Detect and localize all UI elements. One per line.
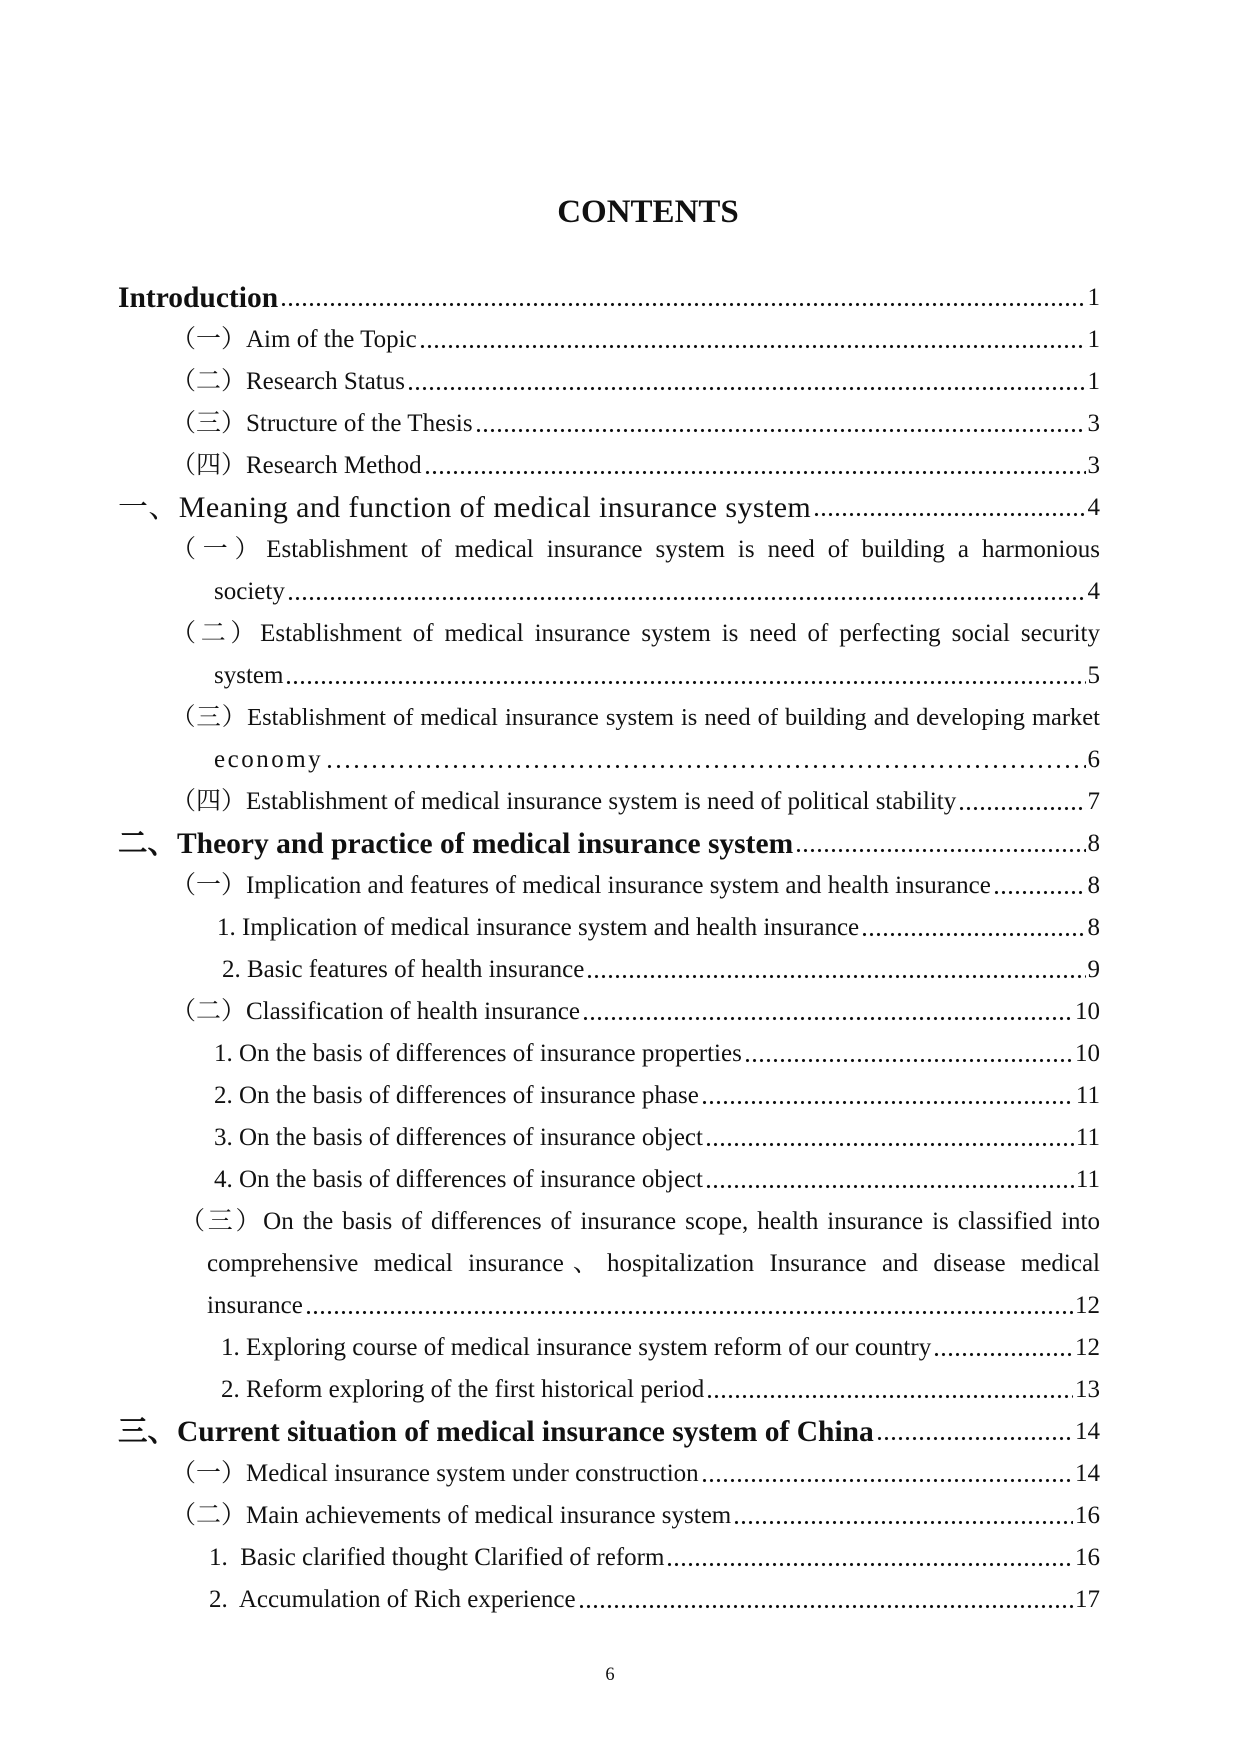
dot-leader <box>701 1075 1074 1117</box>
toc-entry-last-line <box>118 655 1100 697</box>
toc-entry-title-line: insurance <box>207 1292 303 1319</box>
dot-leader <box>582 991 1073 1033</box>
dot-leader <box>701 1453 1073 1495</box>
toc-page-number: 13 <box>1075 1376 1100 1403</box>
toc-entry-title: （三）Structure of the Thesis <box>171 410 473 437</box>
toc-page-number: 12 <box>1075 1292 1100 1319</box>
dot-leader <box>958 781 1085 823</box>
toc-entry <box>118 319 1100 361</box>
toc-entry-title: 2. On the basis of differences of insurance phase <box>214 1082 699 1109</box>
toc-entry-title: 2. Basic features of health insurance <box>222 956 585 983</box>
toc-entry-title: （二）Research Status <box>171 368 405 395</box>
dot-leader <box>305 1285 1073 1327</box>
page-number: 6 <box>605 1665 615 1685</box>
toc-entry <box>118 403 1100 445</box>
toc-page-number: 3 <box>1087 410 1100 437</box>
toc-subentry <box>118 1033 1100 1075</box>
toc-entry <box>118 697 1100 781</box>
toc-page-number: 8 <box>1087 830 1100 857</box>
table-of-contents <box>118 277 1100 1621</box>
toc-entry <box>118 613 1100 697</box>
toc-entry-last-line <box>118 571 1100 613</box>
toc-page-number: 4 <box>1087 578 1100 605</box>
toc-page-number: 7 <box>1087 788 1100 815</box>
toc-page-number: 14 <box>1075 1460 1100 1487</box>
dot-leader <box>706 1369 1073 1411</box>
toc-entry <box>118 865 1100 907</box>
toc-chapter-entry <box>118 1411 1100 1453</box>
dot-leader <box>586 949 1085 991</box>
dot-leader <box>325 739 1085 781</box>
toc-entry <box>118 1201 1100 1327</box>
toc-subentry <box>118 1537 1100 1579</box>
toc-page-number: 9 <box>1087 956 1100 983</box>
dot-leader <box>705 1159 1074 1201</box>
toc-entry-title: （一）Medical insurance system under construction <box>171 1460 699 1487</box>
toc-entry <box>118 1495 1100 1537</box>
toc-entry-title: （四）Research Method <box>171 452 422 479</box>
dot-leader <box>424 445 1086 487</box>
dot-leader <box>285 655 1085 697</box>
toc-entry-title-line: （二）Establishment of medical insurance system is need of perfecting social security <box>171 620 1100 647</box>
toc-page-number: 10 <box>1075 998 1100 1025</box>
toc-entry-title: 2. Accumulation of Rich experience <box>209 1586 576 1613</box>
toc-entry <box>118 529 1100 613</box>
toc-page-number: 5 <box>1087 662 1100 689</box>
toc-subentry <box>118 1579 1100 1621</box>
toc-subentry <box>118 1117 1100 1159</box>
toc-page-number: 6 <box>1087 746 1100 773</box>
toc-entry-title-line: （三）On the basis of differences of insurance scope, health insurance is classified into <box>180 1208 1100 1235</box>
toc-entry-title: 1. On the basis of differences of insurance properties <box>214 1040 742 1067</box>
toc-subentry <box>118 1327 1100 1369</box>
toc-page-number: 8 <box>1087 914 1100 941</box>
toc-entry-title-line: society <box>214 578 285 605</box>
toc-entry-title-line: （三）Establishment of medical insurance system is need of building and developing market <box>171 704 1100 731</box>
toc-subentry <box>118 907 1100 949</box>
toc-page-number: 11 <box>1075 1124 1100 1151</box>
toc-page-number: 1 <box>1087 368 1100 395</box>
toc-entry-title-line: economy <box>214 746 324 773</box>
toc-entry-title: （二）Main achievements of medical insurance system <box>171 1502 732 1529</box>
toc-page-number: 3 <box>1087 452 1100 479</box>
toc-entry-title: 2. Reform exploring of the first historical period <box>221 1376 705 1403</box>
dot-leader <box>419 319 1086 361</box>
toc-subentry <box>118 1369 1100 1411</box>
toc-page-number: 1 <box>1087 326 1100 353</box>
dot-leader <box>705 1117 1074 1159</box>
dot-leader <box>733 1495 1073 1537</box>
toc-entry-title: 三、Current situation of medical insurance system of China <box>118 1416 874 1448</box>
dot-leader <box>813 487 1085 529</box>
dot-leader <box>280 277 1085 319</box>
toc-entry-title: 1. Implication of medical insurance system and health insurance <box>217 914 860 941</box>
dot-leader <box>287 571 1086 613</box>
toc-page-number: 4 <box>1087 494 1100 521</box>
toc-page-number: 16 <box>1075 1544 1100 1571</box>
toc-page-number: 14 <box>1075 1418 1100 1445</box>
toc-entry-title: 二、Theory and practice of medical insurance system <box>118 828 794 860</box>
toc-entry-title-line: （一）Establishment of medical insurance system is need of building a harmonious <box>171 536 1100 563</box>
toc-page-number: 12 <box>1075 1334 1100 1361</box>
toc-entry-title: 1. Exploring course of medical insurance system reform of our country <box>221 1334 932 1361</box>
dot-leader <box>666 1537 1073 1579</box>
toc-page-number: 10 <box>1075 1040 1100 1067</box>
toc-page-number: 8 <box>1087 872 1100 899</box>
toc-entry-title: 1. Basic clarified thought Clarified of reform <box>209 1544 665 1571</box>
toc-entry-title: （四）Establishment of medical insurance system is need of political stability <box>171 788 957 815</box>
toc-entry <box>118 991 1100 1033</box>
toc-entry-title-line: system <box>214 662 284 689</box>
toc-entry-title: （二）Classification of health insurance <box>171 998 580 1025</box>
toc-page-number: 17 <box>1075 1586 1100 1613</box>
contents-title: CONTENTS <box>557 194 739 230</box>
dot-leader <box>933 1327 1073 1369</box>
toc-page-number: 11 <box>1075 1082 1100 1109</box>
toc-page-number: 11 <box>1075 1166 1100 1193</box>
dot-leader <box>993 865 1086 907</box>
toc-entry <box>118 781 1100 823</box>
toc-entry-title: （一）Implication and features of medical insurance system and health insurance <box>171 872 991 899</box>
toc-subentry <box>118 949 1100 991</box>
toc-entry-title: 一、Meaning and function of medical insurance system <box>118 491 812 524</box>
toc-entry-last-line <box>118 739 1100 781</box>
toc-chapter-entry <box>118 487 1100 529</box>
dot-leader <box>861 907 1085 949</box>
toc-entry-title: 3. On the basis of differences of insurance object <box>214 1124 703 1151</box>
toc-subentry <box>118 1159 1100 1201</box>
toc-entry-title: Introduction <box>118 282 279 314</box>
dot-leader <box>744 1033 1073 1075</box>
toc-entry-title: 4. On the basis of differences of insurance object <box>214 1166 703 1193</box>
dot-leader <box>876 1411 1073 1453</box>
toc-entry-last-line <box>118 1285 1100 1327</box>
dot-leader <box>578 1579 1073 1621</box>
toc-entry-title-line: comprehensive medical insurance、hospitalization Insurance and disease medical <box>207 1250 1100 1277</box>
toc-entry <box>118 361 1100 403</box>
toc-subentry <box>118 1075 1100 1117</box>
dot-leader <box>475 403 1086 445</box>
toc-entry <box>118 445 1100 487</box>
dot-leader <box>795 823 1085 865</box>
toc-page-number: 16 <box>1075 1502 1100 1529</box>
toc-chapter-entry <box>118 823 1100 865</box>
toc-page-number: 1 <box>1087 284 1100 311</box>
toc-chapter-entry <box>118 277 1100 319</box>
toc-entry <box>118 1453 1100 1495</box>
toc-entry-title: （一）Aim of the Topic <box>171 326 417 353</box>
dot-leader <box>407 361 1086 403</box>
